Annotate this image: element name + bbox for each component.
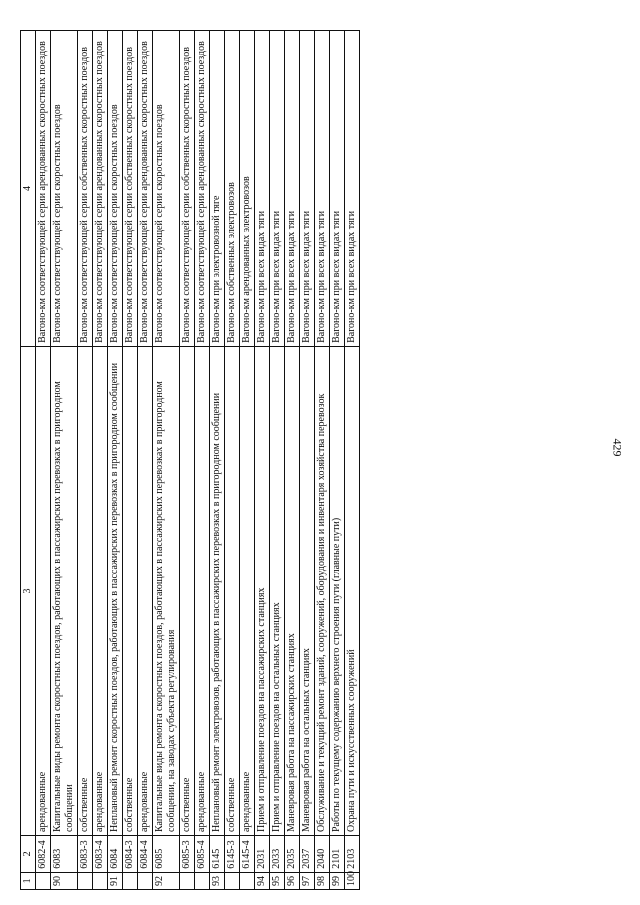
table-row — [123, 31, 138, 890]
cell-name: собственные — [225, 346, 240, 835]
cell-measure: Вагоно-км собственных электровозов — [225, 31, 240, 347]
cell-measure: Вагоно-км соответствующей серии собственных скоростных поездов — [180, 31, 195, 347]
cell-n — [78, 872, 93, 889]
cell-n: 90 — [51, 872, 78, 889]
rotated-table-container — [20, 30, 360, 890]
table-row — [195, 31, 210, 890]
cell-code: 2033 — [270, 836, 285, 873]
cell-n — [195, 872, 210, 889]
cell-name: арендованные — [240, 346, 255, 835]
table-row — [51, 31, 78, 890]
table-row — [300, 31, 315, 890]
table-row — [180, 31, 195, 890]
cell-code: 2035 — [285, 836, 300, 873]
cell-measure: Вагоно-км соответствующей серии арендованных скоростных поездов — [138, 31, 153, 347]
cell-measure: Вагоно-км при всех видах тяги — [270, 31, 285, 347]
cell-name: Маневровая работа на остальных станциях — [300, 346, 315, 835]
table-row — [138, 31, 153, 890]
header-cell: 1 — [21, 872, 36, 889]
cell-code: 6083-3 — [78, 836, 93, 873]
table-row — [330, 31, 345, 890]
cell-code: 6083-4 — [93, 836, 108, 873]
table-header-row — [21, 31, 36, 890]
table-row — [255, 31, 270, 890]
cell-measure: Вагоно-км при всех видах тяги — [315, 31, 330, 347]
cell-code: 6085 — [153, 836, 180, 873]
cell-name: Маневровая работа на пассажирских станциях — [285, 346, 300, 835]
cell-measure: Вагоно-км соответствующей серии арендованных скоростных поездов — [36, 31, 51, 347]
cell-name: Неплановый ремонт электровозов, работающих в пассажирских перевозках в пригородном сообщении — [210, 346, 225, 835]
cell-code: 6145-3 — [225, 836, 240, 873]
cell-n: 100 — [345, 872, 360, 889]
cell-name: Работы по текущему содержанию верхнего строения пути (главные пути) — [330, 346, 345, 835]
cell-name: Охрана пути и искусственных сооружений — [345, 346, 360, 835]
cell-code: 6083 — [51, 836, 78, 873]
header-cell: 3 — [21, 346, 36, 835]
cell-measure: Вагоно-км соответствующей серии арендованных скоростных поездов — [93, 31, 108, 347]
table-row — [108, 31, 123, 890]
header-cell: 4 — [21, 31, 36, 347]
cell-code: 6145-4 — [240, 836, 255, 873]
table-row — [345, 31, 360, 890]
cell-measure: Вагоно-км при всех видах тяги — [330, 31, 345, 347]
cost-items-table — [20, 30, 360, 890]
cell-measure: Вагоно-км соответствующей серии собственных скоростных поездов — [78, 31, 93, 347]
table-row — [153, 31, 180, 890]
cell-measure: Вагоно-км при всех видах тяги — [300, 31, 315, 347]
cell-n — [138, 872, 153, 889]
cell-n: 93 — [210, 872, 225, 889]
table-row — [78, 31, 93, 890]
cell-n: 99 — [330, 872, 345, 889]
cell-measure: Вагоно-км соответствующей серии скоростных поездов — [153, 31, 180, 347]
cell-code: 2040 — [315, 836, 330, 873]
table-row — [240, 31, 255, 890]
cell-measure: Вагоно-км при электровозной тяге — [210, 31, 225, 347]
cell-measure: Вагоно-км при всех видах тяги — [285, 31, 300, 347]
header-cell: 2 — [21, 836, 36, 873]
cell-n: 97 — [300, 872, 315, 889]
cell-code: 6084-4 — [138, 836, 153, 873]
cell-measure: Вагоно-км соответствующей серии арендованных скоростных поездов — [195, 31, 210, 347]
cell-n — [93, 872, 108, 889]
cell-code: 2101 — [330, 836, 345, 873]
cell-name: Капитальные виды ремонта скоростных поездов, работающих в пассажирских перевозках в пригородном сообщении — [51, 346, 78, 835]
cell-name: собственные — [78, 346, 93, 835]
cell-measure: Вагоно-км при всех видах тяги — [345, 31, 360, 347]
cell-n: 92 — [153, 872, 180, 889]
cell-code: 2103 — [345, 836, 360, 873]
cell-name: Неплановый ремонт скоростных поездов, работающих в пассажирских перевозках в пригородном сообщении — [108, 346, 123, 835]
cell-measure: Вагоно-км соответствующей серии скоростных поездов — [51, 31, 78, 347]
cell-measure: Вагоно-км при всех видах тяги — [255, 31, 270, 347]
cell-name: Прием и отправление поездов на остальных станциях — [270, 346, 285, 835]
table-row — [315, 31, 330, 890]
cell-n: 98 — [315, 872, 330, 889]
cell-n — [123, 872, 138, 889]
cell-name: арендованные — [138, 346, 153, 835]
cell-n — [180, 872, 195, 889]
cell-n: 95 — [270, 872, 285, 889]
table-row — [285, 31, 300, 890]
table-row — [93, 31, 108, 890]
cell-measure: Вагоно-км соответствующей серии собственных скоростных поездов — [123, 31, 138, 347]
cell-name: арендованные — [36, 346, 51, 835]
cell-code: 6084 — [108, 836, 123, 873]
cell-name: арендованные — [195, 346, 210, 835]
cell-name: арендованные — [93, 346, 108, 835]
cell-code: 2037 — [300, 836, 315, 873]
cell-code: 6084-3 — [123, 836, 138, 873]
cell-measure: Вагоно-км арендованных электровозов — [240, 31, 255, 347]
cell-code: 6085-4 — [195, 836, 210, 873]
page-number: 429 — [610, 438, 625, 457]
table-row — [210, 31, 225, 890]
table-row — [225, 31, 240, 890]
cell-code: 6082-4 — [36, 836, 51, 873]
cell-measure: Вагоно-км соответствующей серии скоростных поездов — [108, 31, 123, 347]
cell-name: Прием и отправление поездов на пассажирских станциях — [255, 346, 270, 835]
cell-name: Обслуживание и текущий ремонт зданий, сооружений, оборудования и инвентаря хозяйства перевозок — [315, 346, 330, 835]
cell-code: 2031 — [255, 836, 270, 873]
cell-code: 6085-3 — [180, 836, 195, 873]
cell-n: 91 — [108, 872, 123, 889]
cell-name: Капитальные виды ремонта скоростных поездов, работающих в пассажирских перевозках в пригородном сообщении, на заводах субъекта регулирования — [153, 346, 180, 835]
cell-n — [225, 872, 240, 889]
table-row — [36, 31, 51, 890]
cell-code: 6145 — [210, 836, 225, 873]
table-row — [270, 31, 285, 890]
cell-n — [240, 872, 255, 889]
cell-n: 94 — [255, 872, 270, 889]
cell-n: 96 — [285, 872, 300, 889]
cell-name: собственные — [180, 346, 195, 835]
cell-n — [36, 872, 51, 889]
cell-name: собственные — [123, 346, 138, 835]
